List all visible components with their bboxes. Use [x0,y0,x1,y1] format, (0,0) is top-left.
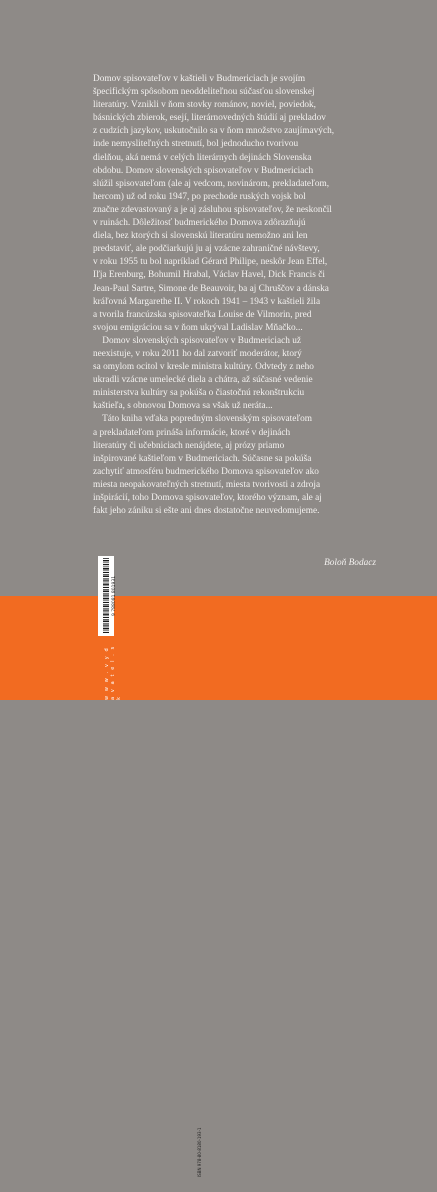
text-line: literatúry či učebniciach nenájdete, aj prózy priamo [93,440,285,451]
text-line: špecifickým spôsobom neoddeliteľnou súčasťou slovenskej [93,87,315,98]
text-line: básnických zbierok, esejí, literárnovedných štúdií aj prekladov [93,113,326,124]
text-line: inšpirované kaštieľom v Budmericiach. Súčasne sa pokúša [93,453,312,464]
text-line: literatúry. Vznikli v ňom stovky románov, noviel, poviedok, [93,100,317,111]
text-line: diela, bez ktorých si slovenskú literatúru nemožno ani len [93,231,308,242]
blurb-text [93,73,375,518]
text-line: zachytiť atmosféru budmerického Domova spisovateľov ako [93,466,319,477]
text-line: v ruinách. Dôležitosť budmerického Domova zdôrazňujú [93,218,306,229]
text-line: neexistuje, v roku 2011 ho dal zatvoriť moderátor, ktorý [93,348,302,359]
orange-band [0,596,437,700]
isbn-label: ISBN 978-80-8180-193-1 [197,1127,202,1177]
text-line: ministerstva kultúry sa pokúša o čiastočnú rekonštrukciu [93,388,305,399]
text-line: a prekladateľom prináša informácie, ktoré v dejinách [93,427,291,438]
text-line: Domov spisovateľov v kaštieli v Budmericiach je svojím [93,74,306,84]
text-line: ukradli vzácne umelecké diela a chátra, až súčasné vedenie [93,375,313,386]
text-line: slúžil spisovateľom (ale aj vedcom, novinárom, prekladateľom, [93,178,330,189]
text-line: sa omylom ocitol v kresle ministra kultúry. Odvtedy z neho [93,362,314,373]
publisher-url[interactable]: w w w . v y d a v a t e l . s k [104,645,122,700]
blurb-paragraph-2 [93,335,375,414]
text-line: miesta neopakovateľných stretnutí, miesta tvorivosti a zdroja [93,479,321,490]
text-line: kaštieľa, s obnovou Domova sa však už neráta... [93,401,273,412]
text-line: fakt jeho zániku si ešte ani dnes dostatočne neuvedomujeme. [93,506,320,517]
text-line: v roku 1955 tu bol napríklad Gérard Philipe, neskôr Jean Effel, [93,257,328,268]
text-line: dielňou, aká nemá v celých literárnych dejinách Slovenska [93,152,312,163]
text-line: Domov slovenských spisovateľov v Budmericiach už [93,335,302,346]
blurb-paragraph-3 [93,413,375,518]
text-line: Iľja Erenburg, Bohumil Hrabal, Václav Havel, Dick Francis či [93,270,325,281]
text-line: Jean-Paul Sartre, Simone de Beauvoir, ba aj Chruščov a dánska [93,283,329,294]
ean-digits: 9 788081 801931 [112,575,117,617]
text-line: svojou emigráciou sa v ňom ukrýval Ladislav Mňačko... [93,322,303,333]
text-line: z cudzích jazykov, uskutočnilo sa v ňom množstvo zaujímavých, [93,126,335,137]
blurb-paragraph-1 [93,73,375,335]
text-line: Táto kniha vďaka popredným slovenským spisovateľom [93,414,313,425]
text-line: hercom) už od roku 1947, po prechode ruských vojsk bol [93,191,306,202]
text-line: predstaviť, ale podčiarkujú ju aj vzácne zahraničné návštevy, [93,244,320,255]
author-signature: Boloň Bodacz [324,558,376,568]
text-line: a tvorila francúzska spisovateľka Louise de Vilmorin, pred [93,309,312,320]
text-line: kráľovná Margarethe II. V rokoch 1941 – 1943 v kaštieli žila [93,296,321,307]
text-line: obdobu. Domov slovenských spisovateľov v Budmericiach [93,165,314,176]
text-line: značne zdevastovaný a je aj zásluhou spisovateľov, že neskončil [93,204,332,215]
text-line: inde nemysliteľných stretnutí, bol jednoducho tvorivou [93,139,299,150]
text-line: inšpirácií, toho Domova spisovateľov, ktorého význam, ale aj [93,493,322,503]
